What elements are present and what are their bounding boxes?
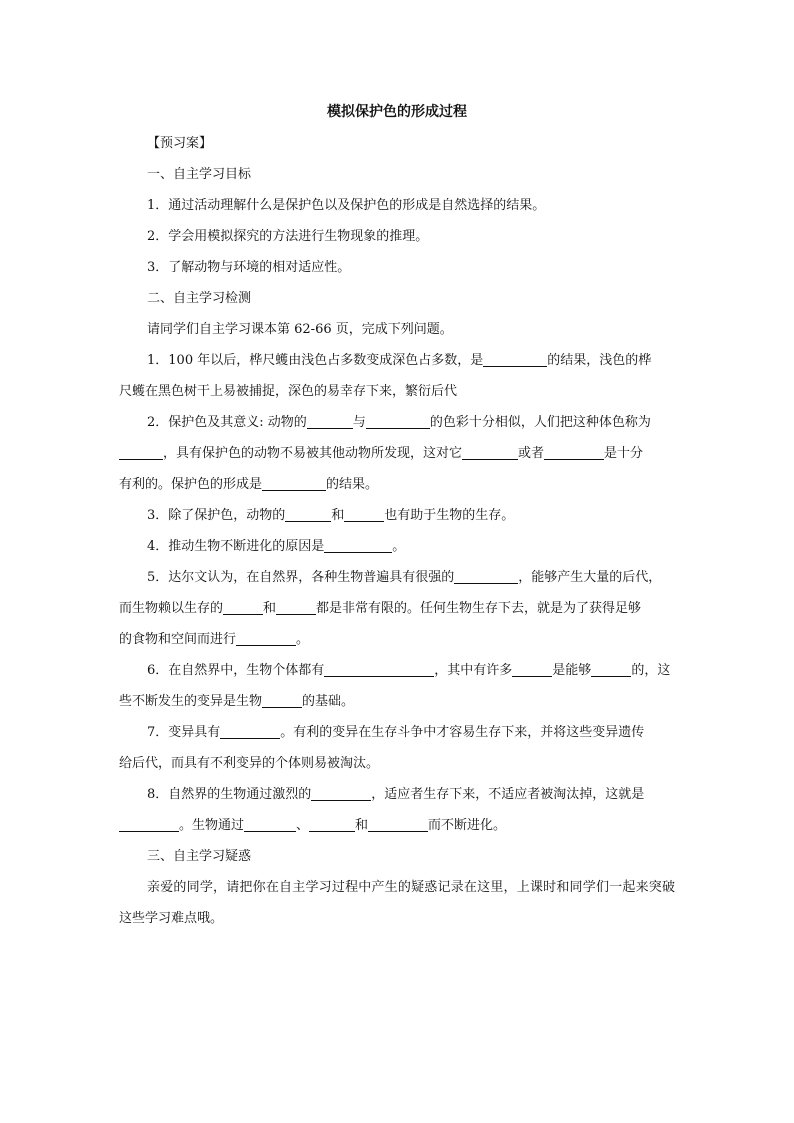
doubt-paragraph: 亲爱的同学，请把你在自主学习过程中产生的疑惑记录在这里，上课时和同学们一起来突破这些学习难点哦。 (119, 880, 675, 926)
answer-blank[interactable] (119, 445, 163, 460)
question-6-line-2: 些不断发生的变异是生物 的基础。 (119, 694, 355, 709)
answer-blank[interactable] (309, 817, 355, 832)
answer-blank[interactable] (223, 600, 263, 615)
section-heading-goals: 一、自主学习目标 (147, 167, 252, 182)
section-heading-doubts: 三、自主学习疑惑 (147, 849, 252, 864)
answer-blank[interactable] (324, 662, 434, 677)
answer-blank[interactable] (366, 414, 430, 429)
answer-blank[interactable] (262, 693, 302, 708)
answer-blank[interactable] (244, 817, 296, 832)
answer-blank[interactable] (462, 445, 518, 460)
check-intro: 请同学们自主学习课本第 62-66 页，完成下列问题。 (147, 322, 453, 337)
question-7-line-2: 给后代，而具有不利变异的个体则易被淘汰。 (119, 756, 380, 771)
answer-blank[interactable] (483, 352, 547, 367)
question-4: 4．推动生物不断进化的原因是 。 (147, 539, 406, 554)
question-2-line-3: 有利的。保护色的形成是 的结果。 (119, 477, 379, 492)
answer-blank[interactable] (311, 786, 371, 801)
goal-item: 1．通过活动理解什么是保护色以及保护色的形成是自然选择的结果。 (147, 198, 546, 213)
answer-blank[interactable] (262, 476, 326, 491)
answer-blank[interactable] (236, 631, 296, 646)
answer-blank[interactable] (276, 600, 316, 615)
question-8-line-1: 8．自然界的生物通过激烈的 ，适应者生存下来，不适应者被淘汰掉，这就是 (147, 787, 645, 802)
answer-blank[interactable] (307, 414, 353, 429)
preview-tag: 【预习案】 (147, 136, 213, 151)
page-title: 模拟保护色的形成过程 (327, 104, 467, 120)
question-6-line-1: 6．在自然界中，生物个体都有 ，其中有许多 是能够 的，这 (147, 663, 671, 678)
document-page (119, 100, 675, 934)
answer-blank[interactable] (324, 538, 392, 553)
section-heading-check: 二、自主学习检测 (147, 291, 252, 306)
question-5-line-3: 的食物和空间而进行 。 (119, 632, 310, 647)
question-8-line-2: 。生物通过 、 和 而不断进化。 (119, 810, 675, 841)
question-3: 3．除了保护色，动物的 和 也有助于生物的生存。 (147, 508, 515, 523)
question-2-line-1: 2．保护色及其意义: 动物的 与 的色彩十分相似，人们把这种体色称为 (147, 415, 651, 430)
answer-blank[interactable] (344, 507, 384, 522)
answer-blank[interactable] (454, 569, 518, 584)
answer-blank[interactable] (220, 724, 280, 739)
question-1-line-1: 1．100 年以后，桦尺蠖由浅色占多数变成深色占多数，是 的结果，浅色的桦 (147, 353, 652, 368)
goal-item: 2．学会用模拟探究的方法进行生物现象的推理。 (147, 229, 429, 244)
goal-item: 3．了解动物与环境的相对适应性。 (147, 260, 351, 275)
question-2-line-2: ，具有保护色的动物不易被其他动物所发现，这对它 或者 是十分 (119, 438, 675, 469)
question-5-line-1: 5．达尔文认为，在自然界，各种生物普遍具有很强的 ，能够产生大量的后代， (147, 570, 662, 585)
answer-blank[interactable] (591, 662, 631, 677)
answer-blank[interactable] (544, 445, 604, 460)
answer-blank[interactable] (119, 817, 179, 832)
answer-blank[interactable] (368, 817, 428, 832)
question-7-line-1: 7．变异具有 。有利的变异在生存斗争中才容易生存下来，并将这些变异遗传 (147, 725, 645, 740)
answer-blank[interactable] (512, 662, 552, 677)
question-1-line-2: 尺蠖在黑色树干上易被捕捉，深色的易幸存下来，繁衍后代 (119, 384, 458, 399)
question-5-line-2: 而生物赖以生存的 和 都是非常有限的。任何生物生存下去，就是为了获得足够 (119, 601, 642, 616)
answer-blank[interactable] (285, 507, 331, 522)
